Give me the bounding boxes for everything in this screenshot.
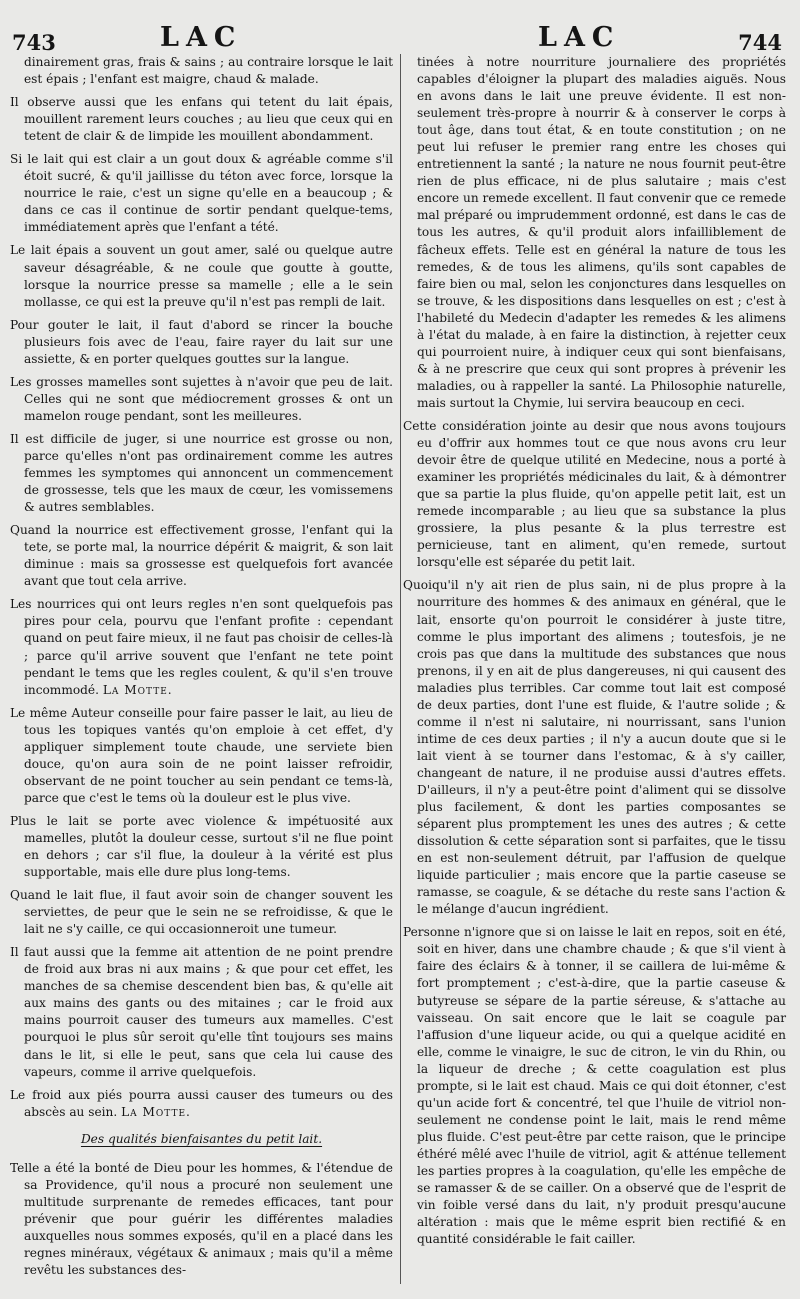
paragraph: Quand la nourrice est effectivement grosse, l'enfant qui la tete, se porte mal, la nourrice dépérit & maigrit, & son lait diminue : mais sa grossesse est quelquefois fort avancée avant que tout cela arrive. [10,523,393,589]
left-running-head: LAC [160,22,243,53]
page-header [10,8,786,54]
paragraph: Personne n'ignore que si on laisse le lait en repos, soit en été, soit en hiver, dans une chambre chaude ; & que s'il vient à faire des éclairs & à tonner, il se caillera de lui-même & fort promptement ; c'est-à-dire, que la partie caseuse & butyreuse se sépare de la partie séreuse, & s'attache au vaisseau. On sait encore que le lait se coagule par l'affusion d'une liqueur acide, ou qui a quelque acidité en elle, comme le vinaigre, le suc de citron, le vin du Rhin, ou la liqueur de dreche ; & cette coagulation est plus prompte, si le lait est chaud. Mais ce qui doit étonner, c'est qu'un acide fort & concentré, tel que l'huile de vitriol non-seulement ne condense point le lait, mais le rend même plus fluide. C'est peut-être par cette raison, que le principe éthéré mêlé avec l'huile de vitriol, agit & atténue tellement les parties propres à la coagulation, qu'elle les empêche de se ramasser & de se cailler. On a observé que de l'esprit de vin foible versé dans du lait, n'y produit presqu'aucune altération : mais que le même esprit bien rectifié & en quantité considérable le fait cailler. [403,925,786,1247]
author-signature: La Motte. [102,682,173,697]
paragraph-text: Les nourrices qui ont leurs regles n'en sont quelquefois pas pires pour cela, pourvu que l'enfant profite : cependant quand on peut faire mieux, il ne faut pas choisir de celles-là ; parce qu'il arrive souvent que l'enfant ne tete point pendant le tems que les regles coulent, & qu'il s'en trouve incommodé. [10,597,393,697]
paragraph: Quoiqu'il n'y ait rien de plus sain, ni de plus propre à la nourriture des hommes & des animaux en général, que le lait, ensorte qu'on pourroit le considérer à juste titre, comme le plus important des alimens ; toutesfois, je ne crois pas que dans la multitude des substances que nous prenons, il y en ait de plus dangereuses, ni qui causent des maladies plus terribles. Car comme tout lait est composé de deux parties, dont l'une est fluide, & l'autre solide ; & comme il n'est ni salutaire, ni nourrissant, sans l'union intime de ces deux parties ; il n'y a aucun doute que si le lait vient à se tourner dans l'estomac, & à s'y cailler, changeant de nature, il ne produise aussi d'autres effets. D'ailleurs, il n'y a peut-être point d'aliment qui se dissolve plus facilement, & dont les parties composantes se séparent plus promptement les unes des autres ; & cette dissolution & cette séparation sont si parfaites, que le tissu en est non-seulement détruit, par l'affusion de quelque liquide particulier ; mais encore que la partie caseuse se ramasse, se coagule, & se détache du reste sans l'action & le mélange d'aucun ingrédient. [403,578,786,917]
right-running-head: LAC [538,22,621,53]
paragraph: Telle a été la bonté de Dieu pour les hommes, & l'étendue de sa Providence, qu'il nous a procuré non seulement une multitude surprenante de remedes efficaces, tant pour prévenir que pour guérir les différentes maladies auxquelles nous sommes exposés, qu'il en a placé dans les regnes minéraux, végétaux & animaux ; mais qu'il a même revêtu les substances des- [10,1160,393,1278]
paragraph-text: Le froid aux piés pourra aussi causer des tumeurs ou des abscès au sein. [10,1087,393,1119]
author-signature: La Motte. [121,1104,191,1119]
paragraph: Il est difficile de juger, si une nourrice est grosse ou non, parce qu'elles n'ont pas ordinairement comme les autres femmes les symptomes qui annoncent un commencement de grossesse, tels que les maux de cœur, les vomissemens & autres semblables. [10,431,393,515]
right-column [403,54,786,1285]
paragraph: Quand le lait flue, il faut avoir soin de changer souvent les serviettes, de peur que le sein ne se refroidisse, & que le lait ne s'y caille, ce qui occasionneroit une tumeur. [10,888,393,937]
paragraph: Le lait épais a souvent un gout amer, salé ou quelque autre saveur désagréable, & ne coule que goutte à goutte, lorsque la nourrice presse sa mamelle ; elle a le sein mollasse, ce qui est la preuve qu'il n'est pas rempli de lait. [10,243,393,309]
left-page-number: 743 [12,30,56,55]
paragraph: tinées à notre nourriture journaliere des propriétés capables d'éloigner la plupart des maladies aiguës. Nous en avons dans le lait une preuve évidente. Il est non-seulement très-propre à nourrir & à conserver le corps à tout âge, dans tout état, & en toute constitution ; on ne peut lui refuser le premier rang entre les choses qui entretiennent la santé ; la nature ne nous fournit peut-être rien de plus efficace, ni de plus salutaire ; mais c'est encore un remede excellent. Il faut convenir que ce remede mal préparé ou imprudemment ordonné, est dans le cas de tous les autres, & qu'il produit alors infailliblement de fâcheux effets. Telle est en général la nature de tous les remedes, & de tous les alimens, qu'ils sont capables de faire bien ou mal, selon les conjonctures dans lesquelles on se trouve, & les dispositions dans lesquelles on est ; c'est à l'habileté du Medecin d'adapter les remedes & les alimens à l'état du malade, à en faire la distinction, à rejetter ceux qui pourroient nuire, à indiquer ceux qui sont bienfaisans, & à ne prescrire que ceux qui sont propres à prévenir les maladies, ou à rappeller la santé. La Philosophie naturelle, mais surtout la Chymie, lui servira beaucoup en ceci. [417,55,786,410]
paragraph: Il observe aussi que les enfans qui tetent du lait épais, mouillent rarement leurs couches ; au lieu que ceux qui en tetent de clair & de limpide les mouillent abondamment. [10,95,393,144]
paragraph: Le même Auteur conseille pour faire passer le lait, au lieu de tous les topiques vantés qu'on emploie à cet effet, d'y appliquer simplement toute chaude, une serviete bien douce, qu'on aura soin de ne point laisser refroidir, observant de ne point toucher au sein pendant ce tems-là, parce que c'est le tems où la douleur est le plus vive. [10,705,393,805]
paragraph: Si le lait qui est clair a un gout doux & agréable comme s'il étoit sucré, & qu'il jaillisse du téton avec force, lorsque la nourrice le raie, c'est un signe qu'elle en a beaucoup ; & dans ce cas il continue de sortir pendant quelque-tems, immédiatement après que l'enfant a tété. [10,152,393,235]
column-divider [400,54,401,1284]
paragraph: Cette considération jointe au desir que nous avons toujours eu d'offrir aux hommes tout ce que nous avons cru leur devoir être de quelque utilité en Medecine, nous a porté à examiner les propriétés médicinales du lait, & à démontrer que sa partie la plus fluide, qu'on appelle petit lait, est un remede incomparable ; au lieu que sa substance la plus grossiere, la plus pesante & la plus terrestre est pernicieuse, tant en aliment, qu'en remede, surtout lorsqu'elle est séparée du petit lait. [403,418,786,570]
paragraph-with-signature [10,596,393,698]
paragraph: Pour gouter le lait, il faut d'abord se rincer la bouche plusieurs fois avec de l'eau, faire rayer du lait sur une assiette, & en porter quelques gouttes sur la langue. [10,317,393,366]
paragraph: Plus le lait se porte avec violence & impétuosité aux mamelles, plutôt la douleur cesse, surtout s'il ne flue point en dehors ; car s'il flue, la douleur à la vérité est plus supportable, mais elle dure plus long-tems. [10,813,393,880]
paragraph: dinairement gras, frais & sains ; au contraire lorsque le lait est épais ; l'enfant est maigre, chaud & malade. [24,55,393,87]
right-page-number: 744 [738,30,782,55]
section-title: Des qualités bienfaisantes du petit lait. [80,1131,323,1146]
paragraph: Il faut aussi que la femme ait attention de ne point prendre de froid aux bras ni aux mains ; & que pour cet effet, les manches de sa chemise descendent bien bas, & qu'elle ait aux mains des gants ou des mitaines ; car le froid aux mains pourroit causer des tumeurs aux mamelles. C'est pourquoi le plus sûr seroit qu'elle tînt toujours ses mains dans le lit, si elle le peut, sans que cela lui cause des vapeurs, comme il arrive quelquefois. [10,945,393,1079]
paragraph: Les grosses mamelles sont sujettes à n'avoir que peu de lait. Celles qui ne sont que médiocrement grosses & ont un mamelon rouge pendant, sont les meilleures. [10,374,393,423]
paragraph-with-signature [10,1087,393,1121]
text-columns [10,54,786,1285]
left-column [10,54,393,1285]
